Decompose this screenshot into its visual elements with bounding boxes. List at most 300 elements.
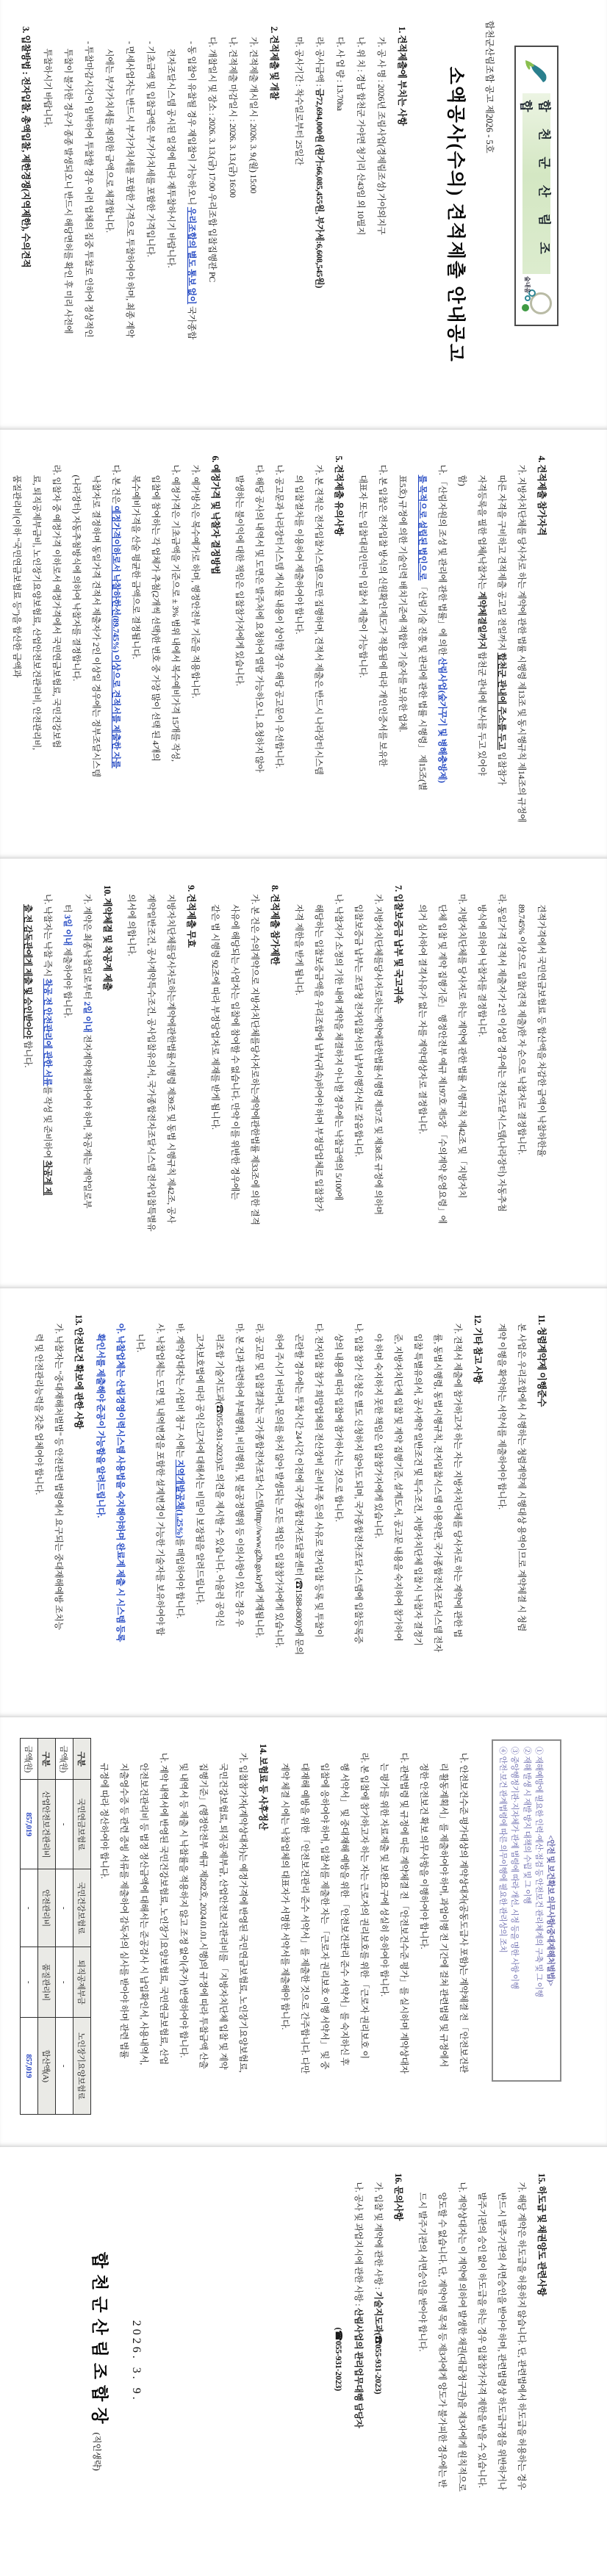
text-segment: 입찰에 응하여야 하며, 입찰서를 제출한 자는 「근로자 권리보호 이행 서약서」 및 중 (320, 1763, 330, 2070)
text-line (293, 475, 304, 635)
text-segment: 출 전 감독관에게 제출 및 승인받아야 (23, 904, 33, 1039)
text-line (314, 37, 325, 288)
text-line (146, 894, 157, 1231)
text-line (95, 1334, 106, 1518)
text-line (209, 904, 220, 1130)
seal-dot-icon (522, 304, 529, 311)
text-segment: 투찰이 불가한 경우가 종종 발생되오니 반드시 해당면허를 확인 후 미리 사전에 (63, 48, 73, 334)
text-line (353, 2182, 364, 2428)
table-cell: 구분 (38, 1739, 56, 1780)
text-line (124, 41, 135, 337)
text-segment: 사. 낙찰업체는 도면 및 내역변경을 포함한 설계변경이 가능한 기술자를 보유하여야 합 (155, 1323, 165, 1636)
text-segment: 입찰보증금 납부는 조달청 전자입찰서의 납부이행각서로 갈음합니다. (353, 904, 364, 1157)
page-2 (0, 430, 607, 859)
safety-box-title: <안전 및 보건확보 의무사항(중대재해처벌법)> (546, 1835, 555, 1986)
text-segment: 「산림기술 진흥 및 관리에 관한 법률 시행령」 제15조(별 (417, 580, 428, 791)
text-line (496, 894, 507, 1212)
table-cell: 안전관리비 (38, 1869, 56, 1947)
text-segment: 라. 공고문 및 입찰결과는 국가종합전자조달시스템(http://www.g2b.go.kr)에 게재됩니다. (254, 1323, 265, 1638)
text-segment: 확인서를 제출해야 준공이 가능함을 알려드립니다. (96, 1333, 106, 1518)
text-segment: 투찰하시기 바랍니다. (43, 48, 53, 128)
text-line (496, 2193, 507, 2491)
text-segment: 합니다. (23, 1038, 33, 1068)
announcement-date: 2026. 3. 9. (130, 2320, 143, 2403)
text-segment: 금72,694,000원 (원가:66,085,455원, 부가세:6,608,545원) (315, 88, 325, 289)
text-segment: 지방자치단체를당사자로하는계약에관한법률시행령 제39조 및 동법 시행규칙 제42조, 공사 (166, 894, 176, 1224)
seal-label: 숲내음 (524, 276, 531, 294)
text-segment: 다. 해당 공사의 내역서 및 도면은 발주처에 요청하여 열람 가능하오니, 요청하지 않아 (254, 464, 265, 773)
text-segment: 방식에 의하여 낙찰자를 결정합니다. (477, 904, 487, 1037)
text-line (214, 1334, 225, 1627)
text-segment: 가. 견적서 제출에 참가하고자 하는 자는 지방자치단체를 당사자로 하는 계약에 관한 법 (453, 1323, 463, 1638)
text-segment: 나. 안전보건수준 평가대상의 계약상대자(공동도급사 포함)는 계약체결 전 「안전보건관 (459, 1753, 469, 2073)
text-segment: 합천군 관내에 주소를 두고 (497, 652, 507, 750)
page-6 (0, 2147, 607, 2576)
text-line (373, 1334, 384, 1539)
text-segment: 14. 보험료 등 사후정산 (258, 1744, 268, 1830)
text-line (353, 904, 364, 1157)
text-line (104, 48, 115, 233)
text-line (42, 894, 53, 1195)
table-row (38, 1739, 56, 2115)
text-segment: 나. 계약상대자는 이 계약에 의하여 발생한 채권(대금청구권)을 제3자에게 원칙적으로 (457, 2182, 467, 2492)
text-line (417, 904, 428, 1134)
text-line (101, 885, 112, 991)
text-line (11, 475, 22, 678)
text-line (293, 904, 304, 995)
page-4 (0, 1288, 607, 1718)
text-segment: 니다. (135, 1333, 146, 1352)
text-line (248, 37, 259, 193)
text-segment: 의거 심사하여 결격사유가 없는 자를 계약대상자로 결정합니다. (417, 904, 428, 1134)
forest-coop-logo-icon (520, 53, 553, 87)
signer-name: 합천군산림조합장 (90, 2251, 109, 2430)
safety-box-item: ① 재해예방에 필요한 인력·예산·점검 등 안전보건 관리체계의 구축 및 그 이행 (534, 1747, 543, 1997)
text-segment: 률, 동법시행령, 동법시행규칙, 전자입찰시스템 이용약관, 국가종합전자조달시스템 전자 (433, 1333, 443, 1653)
table-row (21, 1739, 38, 2115)
text-segment: 자격 제한을 받게 됩니다. (294, 904, 304, 995)
text-line (165, 894, 176, 1223)
text-segment: - 투찰마감시간이 임박하여 투찰할 경우 여러 업체의 집중 투찰로 인하여 정상적인 (84, 41, 94, 338)
text-segment: 다. 본 건은 (111, 464, 121, 506)
text-segment: 라. 공사금액 : (315, 37, 325, 89)
text-segment: 입찰 특별유의서, 공사계약 일반조건 및 특수조건, 지방자치단체 입찰시 낙찰자 결정기 (413, 1333, 423, 1646)
text-line (412, 1334, 423, 1646)
text-segment: 전자조달시스템 공시된 일정에 따라 재투찰하시기 바랍니다. (166, 48, 176, 268)
text-line (118, 1763, 129, 2058)
text-line (150, 475, 161, 762)
text-segment: 2. 견적제출 및 개찰 (269, 26, 279, 100)
org-name-banner: 합 천 군 산 림 조 합 (522, 93, 550, 274)
text-segment: 가. 본 견적은 전자입찰시스템으로만 집행하며, 견적서 제출은 반드시 나라장터시스템 (314, 464, 324, 775)
text-line (353, 1324, 364, 1644)
text-segment: - 면세사업자는 반드시 부가가치세를 포함한 가격으로 투찰하여야 하며, 최종 계약 (125, 41, 135, 338)
text-line (313, 465, 324, 775)
text-line (357, 475, 368, 678)
text-segment: 기술지도과(☎055-931-2023) (373, 2291, 384, 2395)
page-3 (0, 859, 607, 1288)
text-segment: 리 활동계획서」를 제출하여야 하며, 과업이행 전 기간에 걸쳐 관련법령 및 규정에서 (439, 1763, 449, 2068)
text-line (234, 1324, 245, 1627)
text-line (229, 904, 240, 1199)
text-line (53, 1324, 64, 1630)
text-segment: 입찰에 참여하는 각 업체가 추첨(2개씩 선택)한 번호 중 가장 많이 선택 된 4개의 (151, 475, 161, 762)
text-line (437, 904, 448, 1224)
text-segment: 89.745% 이상으로 입찰(견적 제출)한 자 순으로 낙찰자로 결정합니다. (517, 904, 527, 1155)
text-segment: 력 및 안전관리능력을 갖춘 업체여야 합니다. (34, 1333, 44, 1495)
text-line (165, 48, 176, 268)
table-cell: - (21, 1869, 38, 1947)
text-segment: 계약일반조건, 공사계약특수조건, 공사입찰유의서, 국가종합전자조달시스템 전자입찰특별유 (146, 894, 157, 1232)
text-segment: 13. 안전보건 확보에 관한 사항 (73, 1314, 84, 1429)
text-line (496, 475, 507, 785)
text-line (373, 2182, 384, 2395)
text-segment: 계약 체결 시에는 낙찰업체의 대표자가 서명한 서약서를 제출해야 합니다. (280, 1763, 290, 2030)
text-segment: - 기초금액 및 입찰금액은 부가가치세를 포함한 가격입니다. (146, 41, 156, 257)
text-line (279, 1763, 290, 2030)
text-segment: 나. 공고문과 나라장터시스템 게시물 내용이 상이할 경우 해당 공고문이 우선합니다. (274, 464, 284, 769)
text-line (458, 1753, 469, 2073)
text-segment: (☎055-931-2023) (334, 2327, 344, 2391)
text-line (456, 475, 467, 486)
text-segment: 나. 낙찰자는 낙찰 즉시 (43, 894, 53, 979)
text-line (452, 1324, 463, 1638)
text-line (73, 1315, 84, 1429)
text-line (31, 475, 42, 750)
text-line (174, 1324, 185, 1619)
safety-box-item: ④ 안전·보건 관계법령에 따른 의무이행에 필요한 관리상의 조치 (498, 1747, 508, 1953)
text-line (198, 1763, 209, 2068)
text-line (185, 885, 196, 948)
text-line (269, 885, 280, 965)
table-row (56, 1739, 73, 2115)
text-segment: 품질관리비(이하 "국민연금보험료 등")을 합산한 금액과 (12, 475, 22, 678)
text-line (496, 1324, 507, 1509)
text-segment: 바. 계약상대자는 사업비 청구 시에는 (175, 1323, 185, 1460)
text-line (355, 37, 366, 235)
text-line (170, 465, 181, 762)
table-cell: 산업안전보건관리비 (38, 1780, 56, 1869)
text-line (516, 904, 527, 1155)
seal-omitted-note: (직인생략) (92, 2432, 101, 2471)
text-segment: 우리조합의 별도 통보 없이 (187, 206, 197, 305)
text-segment: 곤란할 경우에는 투찰시간 24시간 이전에 국가종합전자조달콜센터 (☎1588-0800)에 문의 (294, 1333, 304, 1655)
text-line (20, 26, 31, 267)
text-segment: 6. 예정가격 및 낙찰자 결정방법 (210, 455, 220, 574)
text-segment: 양도할 수 없습니다. 단, 계약이행 목적 등 제3자에게 양도가 불가피한 경우에는 반 (437, 2192, 448, 2488)
text-line (319, 1763, 330, 2069)
text-segment: 마. 본 건과 관련하여 부패행위, 비리행위, 및 불공정행위 등 이의사항이 있는 경우 우 (234, 1323, 245, 1627)
text-segment: 가. 입찰 및 계약에 관한 사항 : (373, 2182, 384, 2292)
text-segment: 견적가격에서 국민연금보험료 등 합산액을 차감한 금액이 낙찰하한율 (536, 904, 547, 1157)
text-segment: 지출영수증 등 관련 증빙 서류를 제출하여 감독자의 심사를 받아야 하며 관련 법률 (119, 1763, 129, 2059)
table-cell: - (56, 1780, 73, 1869)
text-line (333, 894, 344, 1200)
text-segment: 라. 동일가격 견적서 제출자가 2인 이상일 경우에는 전자조달시스템(나라장터) 자동추첨 (497, 894, 507, 1212)
text-segment: 3. 입찰방법 : 전자입찰, 총액입찰, 제한경쟁(지역제한), 수의견적 (21, 26, 31, 268)
text-line (313, 1324, 324, 1638)
text-line (373, 894, 384, 1215)
text-line (392, 885, 403, 1003)
text-segment: 나. 입찰 참가 신청은 별도 신청하지 않아도 되며, 국가종합전자조달시스템에 입찰등록증 (353, 1323, 364, 1644)
text-line (254, 465, 265, 773)
text-segment: 가. 본 건은 수의계약으로 지방자치단체를당사자로하는계약에관한법률 제33조에 의한 결격 (250, 894, 260, 1225)
text-segment: (나라장터) 자동추첨방식에 의하여 낙찰자를 결정합니다. (71, 475, 82, 682)
table-cell: 857,019 (21, 2018, 38, 2115)
text-line (339, 1763, 350, 2066)
table-cell: 금액(원) (56, 1739, 73, 1780)
text-segment: 대표자 또는 입찰대리인만이 입찰서 제출이 가능합니다. (358, 475, 368, 678)
text-line (476, 904, 487, 1036)
page-title: 소액공사(수의) 견적제출 안내공고 (445, 66, 465, 363)
text-line (516, 465, 527, 823)
org-logo-band (514, 46, 558, 326)
notice-number: 합천군산림조합 공고 제2026 - 5호 (484, 21, 495, 154)
text-line (432, 1334, 443, 1653)
text-segment: 료, 퇴직공제부금비, 노인장기요양보험료, 산업안전보건관리비, 안전관리비, (32, 475, 42, 750)
text-line (249, 894, 260, 1225)
table-cell: - (56, 1947, 73, 2018)
text-segment: 16. 문의사항 (393, 2173, 403, 2221)
text-segment: 라. 본 입찰에 참가하고자 하는 자는 근로자의 권리보호를 위한 「근로자 권리보호 이 (359, 1753, 370, 2059)
text-segment: 같은 법 시행령 92조에 따라 부정당업자로 제재를 받게 됩니다. (210, 904, 220, 1130)
soop-naeum-seal-icon (520, 276, 553, 319)
text-segment: 착공계 제 (43, 1160, 53, 1196)
text-line (476, 475, 487, 776)
text-line (138, 1763, 149, 2065)
text-segment: 라. 입찰자 중 예정가격 이하로서 예정가격에서 국민연금보험료, 국민건강보험 (51, 464, 62, 748)
text-segment: 가. 입찰참가자(계약상대자)는 예정가격에 반영된 국민연금보험료, 노인장기요양보험료, (238, 1753, 248, 2073)
text-line (209, 456, 220, 574)
table-cell: 품질관리비 (38, 1947, 56, 2018)
text-segment: 를 목적으로 설립된 법인으로 (417, 475, 428, 581)
text-line (516, 2182, 527, 2490)
text-line (268, 26, 279, 100)
text-segment: 가. 예가방식은 복수예가로 하며, 행정안전부 기준을 적용합니다. (190, 464, 201, 699)
text-segment: 10. 계약체결 및 착공계 제출 (102, 885, 112, 991)
text-segment: 나. 공사 및 과업지시에 관한 사항 : (353, 2182, 364, 2308)
text-segment: 국민건강보험료, 퇴직공제부금, 산업안전보건관리비를 「지방자치단체 입찰 및 계약 (218, 1763, 229, 2070)
text-line (392, 2173, 403, 2221)
text-line (82, 894, 93, 1208)
text-segment: 가. 낙찰자는 "중대재해처벌법" 등 안전관련 법령에서 요구되는 중대재해예방 조치능 (54, 1323, 64, 1630)
text-segment: 마. 공사기간 : 착수일로부터 25일간 (294, 37, 304, 165)
text-segment: 고자보호법에 따라 공익신고자에 대해서는 비밀이 보장됨을 알려드립니다. (195, 1333, 205, 1605)
text-segment: 마. 지방자치단체를 당사자로 하는 계약에 관한 법률 시행규칙 제42조 및 「지방자치 (457, 894, 467, 1199)
text-line (334, 37, 345, 111)
text-line (90, 475, 101, 777)
text-line (392, 1334, 403, 1642)
text-segment: 전자계약체결하여야 하며, 착공계는 계약일로부 (82, 1032, 93, 1208)
text-line (98, 1763, 109, 1879)
text-segment: 안전보건관리비 등 법정 정산금액에 대해서는 준공검사 시 납입확인서, 사용내역서, (139, 1763, 149, 2065)
text-line (218, 1763, 229, 2069)
text-line (206, 37, 218, 282)
text-segment: 는 평가를 위한 자료제출 및 보완요구에 성실히 응하여야 합니다. (379, 1763, 389, 1996)
text-line (418, 1763, 429, 1949)
text-line (42, 48, 53, 127)
table-cell: 857,019 (21, 1780, 38, 1869)
text-segment: 국가종합 (187, 304, 197, 340)
text-segment: 나. 낙찰자가 소정의 기한 내에 계약을 체결하지 아니할 경우에는 낙찰금액의 5/100에 (334, 894, 344, 1200)
text-segment: 본 사업은 우리조합에서 시행하는 청렴계약제 시행대상 용역이므로 계약체결 시 청렴 (517, 1323, 527, 1632)
text-line (398, 1753, 409, 2074)
text-line (154, 1324, 165, 1636)
text-line (115, 1324, 126, 1642)
text-line (227, 37, 238, 198)
text-line (190, 465, 201, 699)
text-segment: 표5호) 규정에 의한 기술인력 배치기준에 적합한 기술자를 보유한 업체. (398, 475, 408, 732)
text-line (536, 2173, 547, 2296)
text-line (313, 904, 324, 1212)
text-segment: 및 내역서 등 제출 시 낙찰률을 적용하지 않고 조정 없이(추가) 반영하여야 합니다. (179, 1763, 189, 2058)
text-segment: 다. 사 업 량 : 13.70ha (335, 37, 345, 111)
text-segment: 입찰참가 (497, 749, 507, 785)
text-line (186, 41, 197, 339)
text-segment: 7. 입찰보증금 납부 및 국고귀속 (393, 885, 403, 1004)
text-segment: 가. 공 사 명 : 2026년 조림사업(경제림조성) 가야외지구 (376, 37, 387, 235)
table-cell: 금액(원) (21, 1739, 38, 1780)
text-segment: 9. 견적제출 무효 (186, 885, 196, 948)
seal-dot-icon (525, 295, 531, 301)
text-segment: - 동 입찰이 유찰될 경우 재입찰이 가능하오니 (187, 41, 197, 207)
text-line (293, 37, 304, 165)
text-line (158, 1753, 169, 2065)
table-cell: 국민연금보험료 (73, 1780, 91, 1869)
text-line (333, 2328, 344, 2391)
text-segment: 반드시 발주기관의 서면승인을 받아야 하며, 관련법령상 하도급규정을 위반하거나 (497, 2192, 507, 2491)
text-line (378, 1763, 389, 1996)
text-line (234, 475, 245, 686)
text-segment: 따른 자격을 구비하고 견적제출 공고일 전일까지 (497, 475, 507, 653)
text-segment: 나. 예정가격은 기초금액을 기준으로 ± 3% 범위 내에서 복수예비가격 15개를 작성, (170, 464, 181, 762)
text-segment: 계약체결일까지 (477, 591, 487, 650)
text-segment: 집행기준」(행정안전부 예규 제282호, 2024.01.01.시행)의 규정에 따라 투찰금액 산출 (198, 1763, 209, 2069)
text-line (145, 41, 156, 257)
text-segment: 15. 하도급 및 채권양도 관련사항 (536, 2173, 547, 2296)
table-cell: 구분 (73, 1739, 91, 1780)
text-segment: 합천군 관내에 본사를 두고 있어야 (477, 649, 487, 776)
text-line (333, 456, 344, 536)
text-line (299, 1763, 310, 2074)
text-segment: 가. 지방자치단체를당사자로하는계약에관한법률시행령 제37조 및 제38조 규정에 의하며 (373, 894, 384, 1215)
text-segment: 가. 계약은 최종낙찰일로부터 (82, 894, 93, 1002)
text-segment: 리조합 기술지도과(☎055-931-2023)로 의견을 제시할 수 있습니다. 아울러 공익신 (215, 1333, 225, 1627)
text-line (237, 1753, 248, 2073)
text-segment: 발주기관의 승인 없이 하도급을 하는 경우 입찰참가자격 제한을 받을 수 있습니다. (477, 2192, 487, 2488)
text-line (257, 1744, 268, 1830)
text-line (134, 1334, 146, 1352)
text-line (417, 2193, 428, 2352)
text-line (83, 41, 94, 337)
text-segment: 단체 입찰 및 계약 집행기준」 행정안전부 예규 제197호 제5장 「수의계약 운영요령」에 (437, 904, 448, 1224)
text-segment: 나. 위 치 : 경남 합천군 가야면 청기리 산43임 외 10필지 (356, 37, 366, 236)
text-segment: 드시 발주기관의 서면승인을 받아야 합니다. (417, 2192, 428, 2352)
table-row (73, 1739, 91, 2115)
text-line (397, 475, 408, 732)
text-segment: 사유에 해당되는 사업자는 입찰에 참여할 수 없습니다. 만약 이를 위반한 경우에는 (230, 904, 240, 1200)
insurance-settlement-table (20, 1738, 91, 2115)
text-segment: 를 매입하여야 합니다. (175, 1537, 185, 1619)
text-line (536, 456, 547, 536)
text-segment: 준, 지방자치단체 입찰 및 계약 집행기준, 설계도서, 공고문 내용을 숙지하여 참가하여 (393, 1333, 403, 1642)
text-line (130, 475, 141, 660)
text-line (536, 1315, 547, 1407)
text-segment: 발생하는 불이익에 대한 책임은 입찰참가자에게 있습니다. (234, 475, 245, 686)
text-segment: 착공 전 안전관리에 관한 서류 (43, 978, 53, 1086)
text-segment: 나. 「산림자원의 조성 및 관리에 관한 법률」에 의한 (437, 464, 448, 657)
text-line (437, 2193, 448, 2488)
table-cell: 노인장기요양보험료 (73, 2018, 91, 2115)
safety-requirements-box (492, 1739, 561, 2082)
text-line (472, 1315, 483, 1384)
text-segment: 자격등록을 필한 업체(낙찰자는 (477, 475, 487, 592)
text-segment: 다. 관련법령 및 규정에 따른 계약체결 전 「안전보건수준 평가」를 실시하며 계약상대자 (399, 1753, 409, 2074)
text-line (376, 37, 387, 234)
text-segment: 지역개발공채(1.25%) (175, 1460, 185, 1538)
text-line (293, 1334, 304, 1655)
text-segment: 12. 기타 참고 사항 (473, 1314, 483, 1384)
text-segment: 나. 계약 내역서에 반영된 국민건강보험료, 노인장기요양보험료, 국민연금보험료, 산업 (159, 1753, 169, 2065)
table-cell: 퇴직공제부금 (73, 1947, 91, 2018)
text-line (22, 904, 33, 1067)
text-segment: 규정에 따라 정산하여야 합니다. (99, 1763, 109, 1879)
text-line (377, 465, 388, 767)
text-line (110, 465, 121, 768)
text-line (536, 904, 547, 1157)
table-cell: 합산액(A) (38, 2018, 56, 2115)
text-segment: 시에는 부가가치세를 제외한 금액으로 체결합니다. (104, 48, 115, 233)
page-1 (0, 0, 607, 430)
text-segment: 산림사업의 관리업무대행 담당자 (353, 2307, 364, 2428)
table-cell: - (56, 2018, 73, 2115)
text-segment: 제출하여야 합니다. (62, 945, 73, 1018)
text-line (456, 2182, 467, 2492)
text-segment: 계약 이행을 확약하는 서약서를 제출하여야 합니다. (497, 1323, 507, 1509)
text-segment: 정한 안전보건 확보 의무사항을 이행하여야 합니다. (419, 1763, 429, 1949)
text-line (254, 1324, 265, 1638)
page-5 (0, 1717, 607, 2147)
text-segment: 복수예비가격을 산술 평균한 금액으로 결정됩니다. (131, 475, 141, 660)
text-segment: 4. 견적제출 참가자격 (536, 455, 547, 536)
text-line (178, 1763, 189, 2057)
text-segment: 야 하며 숙지하지 못한 책임은 입찰참가자에게 있습니다. (373, 1333, 384, 1539)
text-segment: 의서에 의합니다. (126, 894, 137, 956)
table-cell: 국민건강보험료 (73, 1869, 91, 1947)
text-line (476, 2193, 487, 2488)
text-line (126, 894, 137, 956)
text-line (456, 894, 467, 1198)
text-line (437, 465, 448, 783)
text-segment: 5. 견적제출 유의사항 (334, 455, 344, 536)
text-segment: 예정가격이하로서 낙찰하한선(89.745%) 이상으로 견적서를 제출한 자를 (111, 505, 121, 768)
text-segment: 하여 주시기 바라며, 문의를 하지 않아 발생되는 모든 책임은 입찰참가자에게 있습니다. (274, 1333, 284, 1648)
text-segment: 가. 견적제출 개시일시 : 2026. 3. 9.(월) 15:00 (248, 37, 259, 194)
text-segment: 산림사업(숲가꾸기 및 병해충방제) (437, 657, 448, 783)
text-segment: 대재해 예방을 위한 「안전보건관리 준수 서약서」를 제출한 것으로 간주합니다. 다만 (300, 1763, 310, 2074)
text-segment: 아. 낙찰업체는 산림경영이력시스템 사용법을 숙지해야하며 완료계 제출 시 시스템 등록 (115, 1323, 126, 1642)
text-segment: 나. 견적제출 마감일시 : 2026. 3. 13.(금) 16:00 (228, 37, 238, 198)
text-segment: 2일 이내 (82, 1001, 93, 1033)
safety-box-item: ③ 중앙행정기관·지자체가 관계 법령에 따라 개선, 시정 등을 명한 사항 이행 (510, 1747, 520, 1989)
text-line (33, 1334, 44, 1495)
text-segment: 가. 해당 계약은 하도급을 허용하지 않습니다. 단, 관련법에서 하도급을 허용하는 경우 (517, 2182, 527, 2490)
text-line (194, 1334, 205, 1605)
text-line (417, 475, 428, 791)
text-line (516, 1324, 527, 1632)
text-line (333, 1334, 344, 1522)
text-line (438, 1763, 449, 2067)
